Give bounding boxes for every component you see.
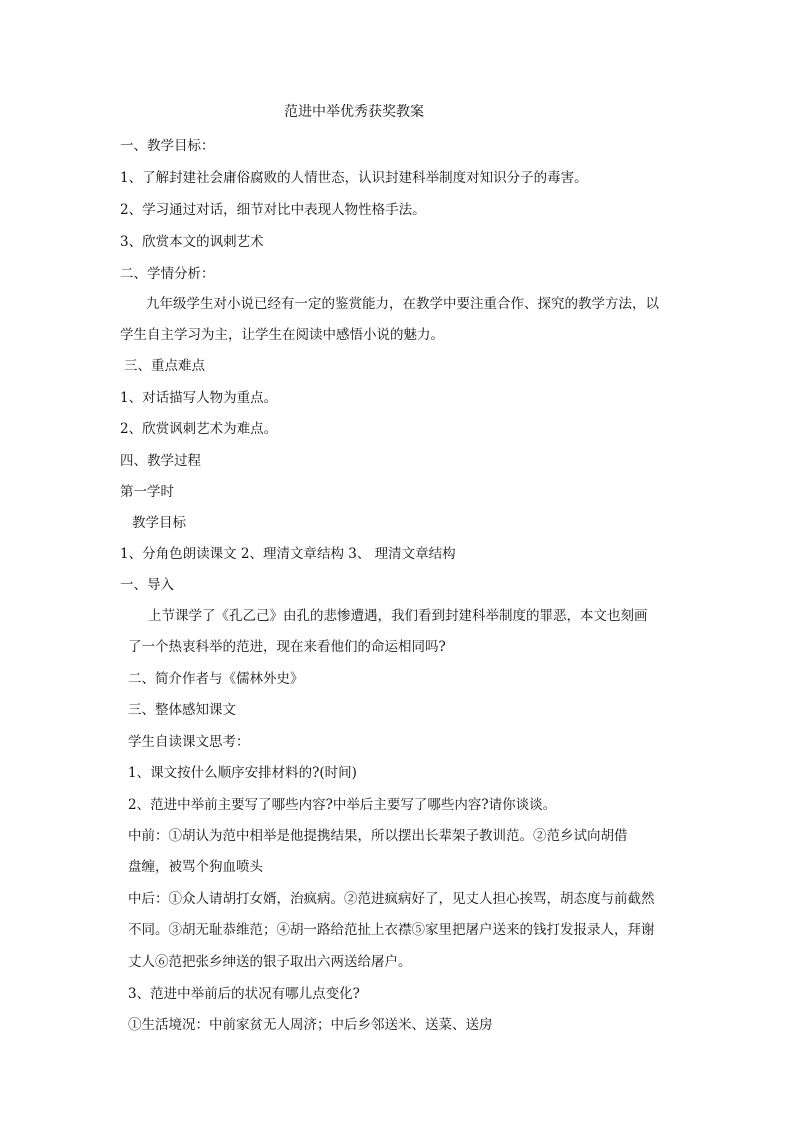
- list-item: 1、了解封建社会庸俗腐败的人情世态，认识封建科举制度对知识分子的毒害。: [120, 170, 588, 186]
- section-heading: 二、简介作者与《儒林外史》: [128, 671, 304, 687]
- paragraph-line: 学生自主学习为主，让学生在阅读中感悟小说的魅力。: [120, 327, 444, 343]
- paragraph-line: 九年级学生对小说已经有一定的鉴赏能力，在教学中要注重合作、探究的教学方法，以: [146, 296, 659, 312]
- section-heading: 四、教学过程: [120, 453, 201, 469]
- section-heading: 二、学情分析：: [120, 266, 215, 282]
- section-heading: 一、教学目标：: [120, 138, 215, 154]
- paragraph-line: 丈人⑥范把张乡绅送的银子取出六两送给屠户。: [128, 954, 412, 970]
- paragraph-line: 不同。③胡无耻恭维范；④胡一路给范扯上衣襟⑤家里把屠户送来的钱打发报录人，拜谢: [128, 922, 655, 938]
- lesson-heading: 第一学时: [120, 484, 174, 500]
- paragraph-line: ①生活境况：中前家贫无人周济；中后乡邻送米、送菜、送房: [128, 1017, 493, 1033]
- paragraph-line: 中前：①胡认为范中相举是他提携结果，所以摆出长辈架子教训范。②范乡试向胡借: [128, 828, 628, 844]
- section-heading: 三、整体感知课文: [128, 702, 236, 718]
- list-item: 1、分角色朗读课文 2、理清文章结构 3、 理清文章结构: [120, 546, 456, 562]
- paragraph-line: 盘缠，被骂个狗血喷头: [128, 859, 263, 875]
- list-item: 2、范进中举前主要写了哪些内容?中举后主要写了哪些内容?请你谈谈。: [128, 797, 557, 813]
- paragraph-line: 学生自读课文思考：: [128, 734, 250, 750]
- list-item: 2、学习通过对话，细节对比中表现人物性格手法。: [120, 202, 426, 218]
- paragraph-line: 上节课学了《孔乙己》由孔的悲惨遭遇，我们看到封建科举制度的罪恶，本文也刻画: [148, 608, 648, 624]
- paragraph-line: 中后：①众人请胡打女婿，治疯病。②范进疯病好了，见丈人担心挨骂，胡态度与前截然: [128, 891, 655, 907]
- section-heading: 三、重点难点: [124, 358, 205, 374]
- section-heading: 一、导入: [120, 577, 174, 593]
- paragraph-line: 了一个热衷科举的范进，现在来看他们的命运相同吗?: [128, 639, 446, 655]
- subheading: 教学目标: [132, 515, 186, 531]
- list-item: 3、范进中举前后的状况有哪儿点变化?: [128, 986, 360, 1002]
- list-item: 2、欣赏讽刺艺术为难点。: [120, 421, 278, 437]
- list-item: 3、欣赏本文的讽刺艺术: [120, 234, 264, 250]
- list-item: 1、课文按什么顺序安排材料的?(时间): [128, 765, 357, 781]
- list-item: 1、对话描写人物为重点。: [120, 390, 278, 406]
- document-title: 范进中举优秀获奖教案: [284, 104, 424, 120]
